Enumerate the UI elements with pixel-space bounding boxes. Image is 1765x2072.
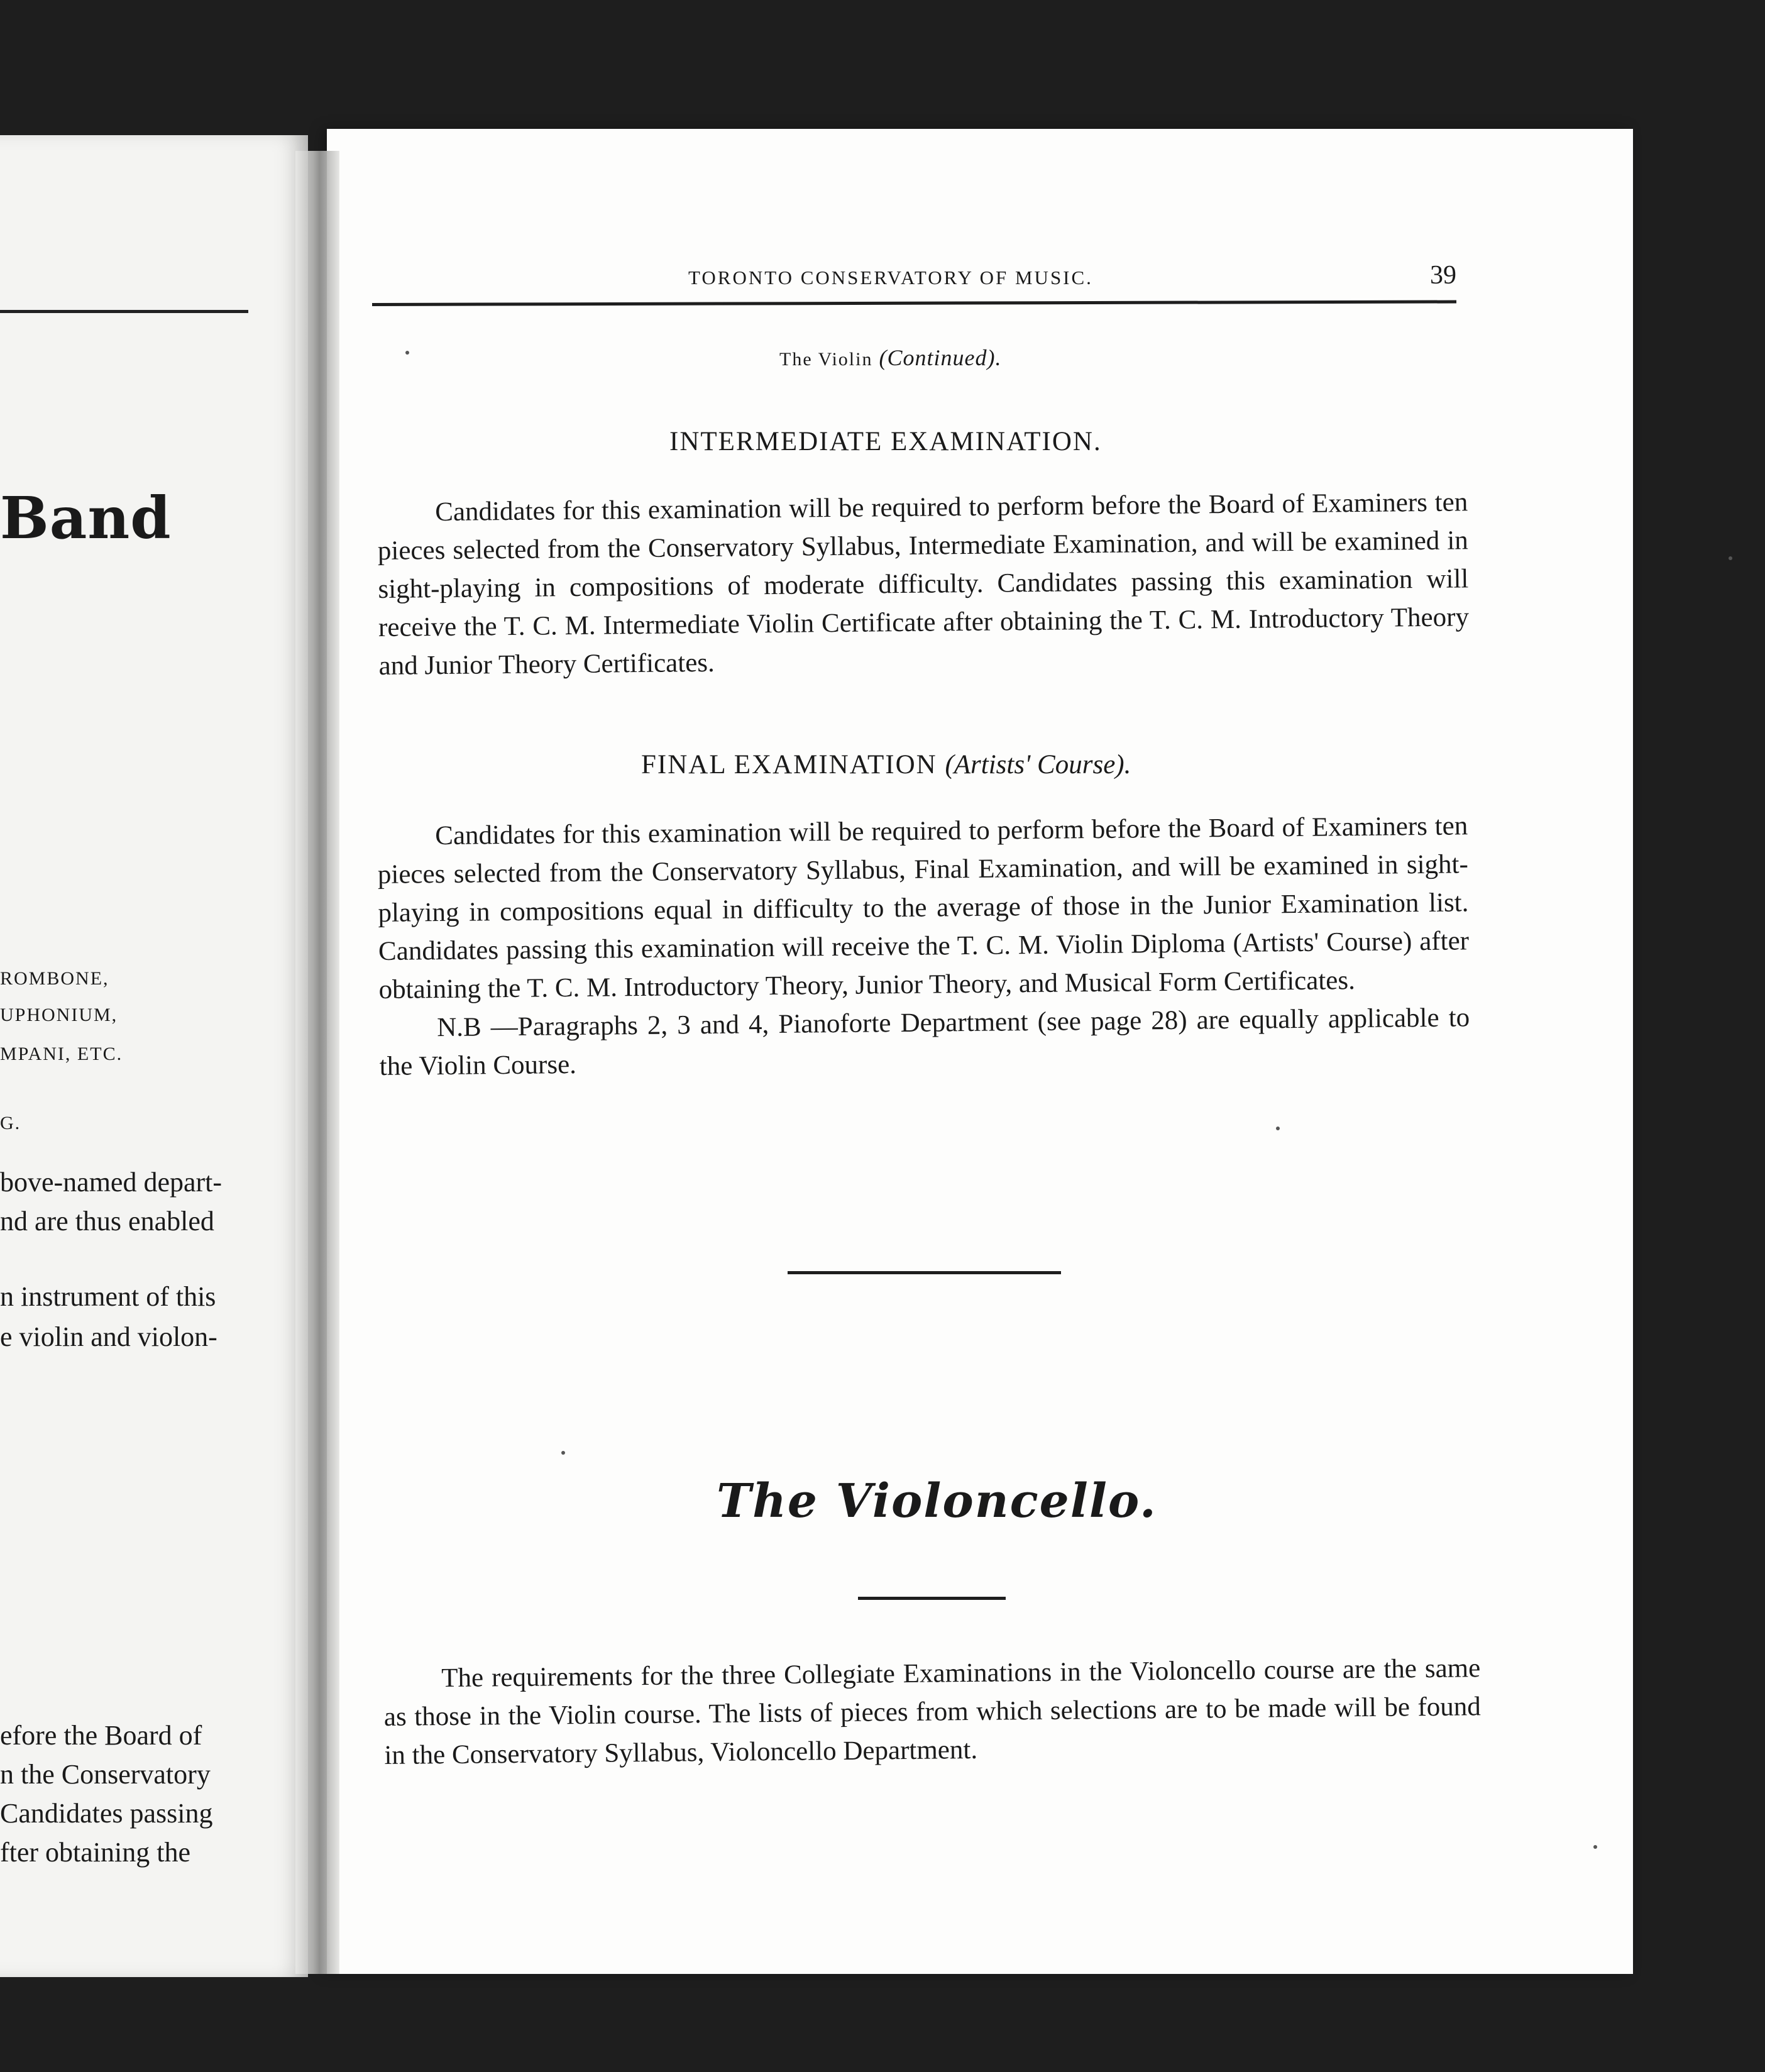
intermediate-paragraph	[377, 483, 1470, 685]
left-text-line: fter obtaining the	[0, 1837, 191, 1868]
left-page	[0, 135, 308, 1977]
left-page-heading: Band	[0, 484, 172, 552]
left-line-timpani: MPANI, ETC.	[0, 1044, 123, 1064]
left-text-line: efore the Board of	[0, 1720, 202, 1751]
violoncello-text: The requirements for the three Collegiate Examinations in the Violoncello course are the same as those in the Violin course. The lists of pieces from which selections are to be made will be found in the Conservatory Syllabus, Violoncello Department.	[383, 1653, 1482, 1770]
left-text-line: nd are thus enabled	[0, 1206, 214, 1237]
left-line-fragment: G.	[0, 1113, 21, 1133]
intermediate-text: Candidates for this examination will be required to perform before the Board of Examiners ten pieces selected from the Conservatory Syllabus, Intermediate Examination, and will be examined in sight-playing in compositions of moderate difficulty. Candidates passing this examination will receive the T. C. M. Intermediate Violin Certificate after obtaining the T. C. M. Introductory Theory and Junior Theory Certificates.	[377, 487, 1470, 681]
final-paragraph	[377, 807, 1470, 1086]
title-underline	[858, 1597, 1006, 1600]
speck	[1593, 1845, 1597, 1849]
left-text-line: Candidates passing	[0, 1798, 213, 1829]
left-text-line: bove-named depart-	[0, 1167, 223, 1198]
intermediate-title: INTERMEDIATE EXAMINATION.	[669, 427, 1102, 456]
left-text-line: n instrument of this	[0, 1281, 216, 1312]
book-gutter	[295, 151, 339, 1974]
subhead-the: The	[779, 349, 818, 370]
final-title	[641, 749, 1131, 780]
left-text-line: e violin and violon-	[0, 1321, 217, 1352]
speck	[1729, 556, 1732, 560]
speck	[405, 351, 409, 355]
section-divider	[788, 1271, 1061, 1274]
speck	[1276, 1127, 1280, 1130]
left-text-line: n the Conservatory	[0, 1759, 211, 1790]
subhead-violin: Violin	[818, 349, 873, 370]
speck	[561, 1451, 565, 1455]
subhead-continued: (Continued).	[879, 345, 1002, 370]
left-header-rule	[0, 310, 248, 313]
left-line-euphonium: UPHONIUM,	[0, 1005, 118, 1025]
left-line-trombone: ROMBONE,	[0, 968, 109, 989]
running-title: TORONTO CONSERVATORY OF MUSIC.	[688, 267, 1093, 289]
page-number: 39	[1430, 261, 1456, 290]
violoncello-paragraph	[383, 1649, 1482, 1775]
note-text: N.B —Paragraphs 2, 3 and 4, Pianoforte Department (see page 28) are equally applicable to the Violin Course.	[379, 1003, 1470, 1081]
final-title-italic: (Artists' Course).	[945, 750, 1131, 780]
final-text: Candidates for this examination will be required to perform before the Board of Examiners ten pieces selected from the Conservatory Syllabus, Final Examination, and will be examined in sight-playing in compositions equal in difficulty to the average of those in the Junior Examination list. Candidates passing this examination will receive the T. C. M. Violin Diploma (Artists' Course) after obtaining the T. C. M. Introductory Theory, Junior Theory, and Musical Form Certificates.	[377, 811, 1470, 1005]
section-subhead	[779, 344, 1001, 371]
violoncello-title: The Violoncello.	[717, 1474, 1157, 1528]
final-title-text: FINAL EXAMINATION	[641, 750, 937, 780]
